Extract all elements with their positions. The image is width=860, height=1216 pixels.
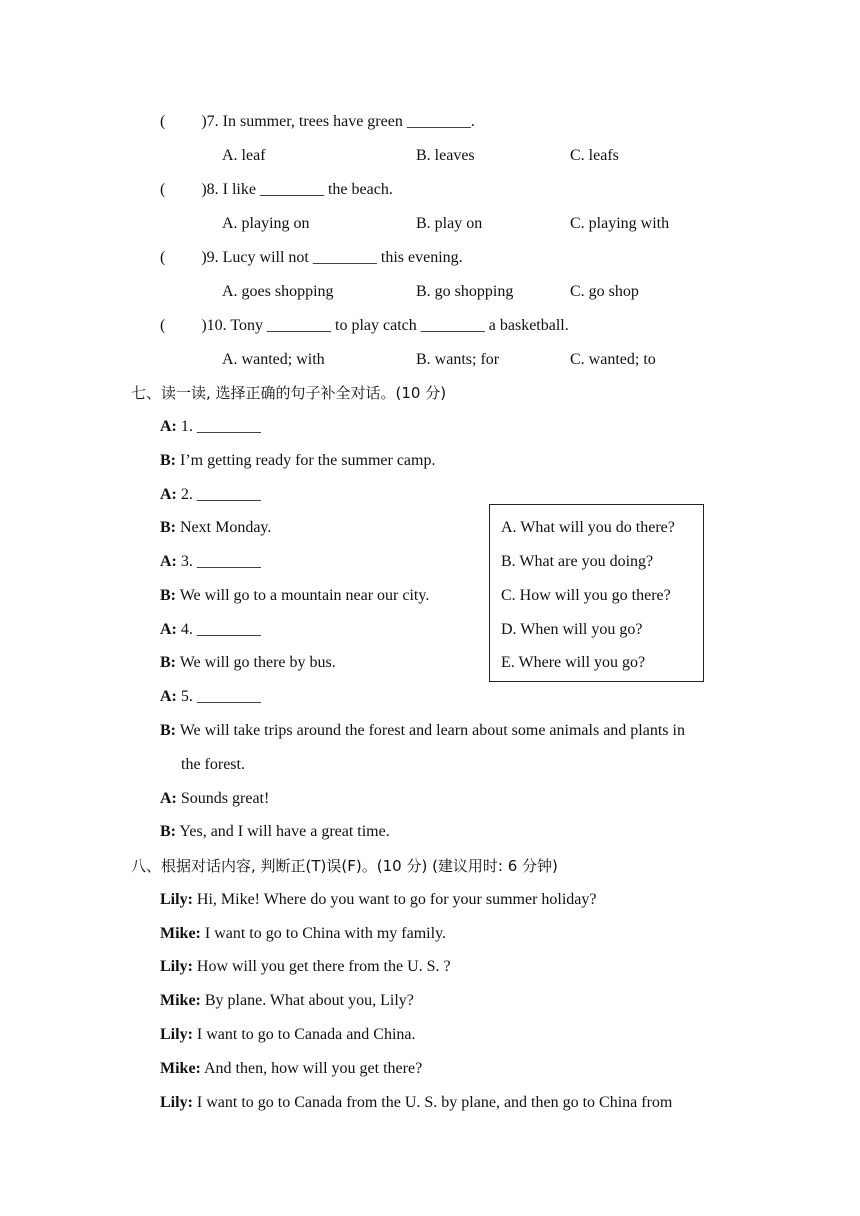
line-text: We will go to a mountain near our city. [176, 587, 430, 604]
speaker-label: B: [160, 519, 176, 536]
line-text: And then, how will you get there? [200, 1060, 423, 1077]
speaker-label: B: [160, 452, 176, 469]
question-text: Lucy will not ________ this evening. [222, 249, 463, 266]
line-text: I’m getting ready for the summer camp. [176, 452, 436, 469]
question-number: 8. [206, 181, 219, 198]
option-b: B. go shopping [416, 283, 514, 300]
dialogue-line [160, 822, 390, 842]
question-number: 9. [206, 249, 219, 266]
dialogue-line [160, 924, 446, 944]
box-option-e: E. Where will you go? [501, 654, 646, 671]
answer-paren-open: ( [160, 113, 166, 130]
speaker-label: Mike: [160, 1060, 201, 1077]
answer-paren-close: ) [201, 249, 207, 266]
speaker-label: A: [160, 486, 177, 503]
answer-options-box [489, 504, 704, 682]
dialogue-line [160, 653, 336, 673]
box-option-d: D. When will you go? [501, 621, 643, 638]
line-text: Yes, and I will have a great time. [176, 823, 390, 840]
speaker-label: A: [160, 621, 177, 638]
line-text: the forest. [181, 756, 245, 773]
line-text: 1. ________ [176, 418, 261, 435]
line-text: I want to go to China with my family. [200, 925, 447, 942]
line-text: Next Monday. [176, 519, 272, 536]
dialogue-line [160, 552, 261, 572]
speaker-label: Lily: [160, 891, 193, 908]
answer-paren-open: ( [160, 249, 166, 266]
dialogue-line [160, 890, 597, 910]
speaker-label: Mike: [160, 992, 201, 1009]
speaker-label: Lily: [160, 1026, 193, 1043]
question-text: Tony ________ to play catch ________ a basketball. [230, 317, 569, 334]
line-text: By plane. What about you, Lily? [200, 992, 414, 1009]
option-c: C. playing with [570, 215, 670, 232]
option-a: A. wanted; with [222, 351, 325, 368]
option-b: B. wants; for [416, 351, 500, 368]
option-a: A. leaf [222, 147, 266, 164]
option-b: B. play on [416, 215, 483, 232]
dialogue-line [160, 451, 435, 471]
option-c: C. leafs [570, 147, 619, 164]
dialogue-line [160, 417, 261, 437]
box-option-b: B. What are you doing? [501, 553, 654, 570]
line-text: How will you get there from the U. S. ? [192, 958, 451, 975]
option-c: C. wanted; to [570, 351, 656, 368]
speaker-label: Lily: [160, 1094, 193, 1111]
speaker-label: B: [160, 722, 176, 739]
box-option-c: C. How will you go there? [501, 587, 671, 604]
section-heading: 八、根据对话内容, 判断正(T)误(F)。(10 分) (建议用时: 6 分钟) [131, 857, 558, 875]
line-text: We will go there by bus. [176, 654, 336, 671]
line-text: 4. ________ [176, 621, 261, 638]
line-text: I want to go to Canada from the U. S. by plane, and then go to China from [192, 1094, 673, 1111]
section-heading: 七、读一读, 选择正确的句子补全对话。(10 分) [131, 384, 447, 402]
answer-paren-open: ( [160, 317, 166, 334]
answer-paren-close: ) [201, 113, 207, 130]
speaker-label: A: [160, 418, 177, 435]
speaker-label: Lily: [160, 958, 193, 975]
line-text: Hi, Mike! Where do you want to go for your summer holiday? [192, 891, 597, 908]
speaker-label: Mike: [160, 925, 201, 942]
dialogue-line [160, 620, 261, 640]
dialogue-line [160, 586, 429, 606]
dialogue-line [160, 1093, 672, 1113]
question-text: I like ________ the beach. [222, 181, 393, 198]
answer-paren-close: ) [201, 317, 207, 334]
speaker-label: A: [160, 688, 177, 705]
answer-paren-close: ) [201, 181, 207, 198]
line-text: 5. ________ [176, 688, 261, 705]
line-text: 3. ________ [176, 553, 261, 570]
question-7 [160, 112, 475, 132]
line-text: We will take trips around the forest and learn about some animals and plants in [176, 722, 685, 739]
dialogue-line [160, 721, 685, 741]
question-9 [160, 248, 463, 268]
question-number: 10. [206, 317, 227, 334]
dialogue-line [160, 1025, 416, 1045]
question-8 [160, 180, 393, 200]
dialogue-line [160, 518, 271, 538]
question-number: 7. [206, 113, 219, 130]
box-option-a: A. What will you do there? [501, 519, 675, 536]
dialogue-line [160, 687, 261, 707]
answer-paren-open: ( [160, 181, 166, 198]
option-a: A. goes shopping [222, 283, 334, 300]
dialogue-line-continued [181, 755, 245, 775]
dialogue-line [160, 957, 451, 977]
dialogue-line [160, 789, 269, 809]
speaker-label: B: [160, 654, 176, 671]
line-text: 2. ________ [176, 486, 261, 503]
speaker-label: A: [160, 553, 177, 570]
dialogue-line [160, 991, 414, 1011]
question-10 [160, 316, 569, 336]
dialogue-line [160, 485, 261, 505]
line-text: I want to go to Canada and China. [192, 1026, 416, 1043]
speaker-label: B: [160, 587, 176, 604]
option-c: C. go shop [570, 283, 639, 300]
dialogue-line [160, 1059, 422, 1079]
option-a: A. playing on [222, 215, 310, 232]
speaker-label: B: [160, 823, 176, 840]
option-b: B. leaves [416, 147, 475, 164]
question-text: In summer, trees have green ________. [222, 113, 475, 130]
speaker-label: A: [160, 790, 177, 807]
line-text: Sounds great! [176, 790, 270, 807]
